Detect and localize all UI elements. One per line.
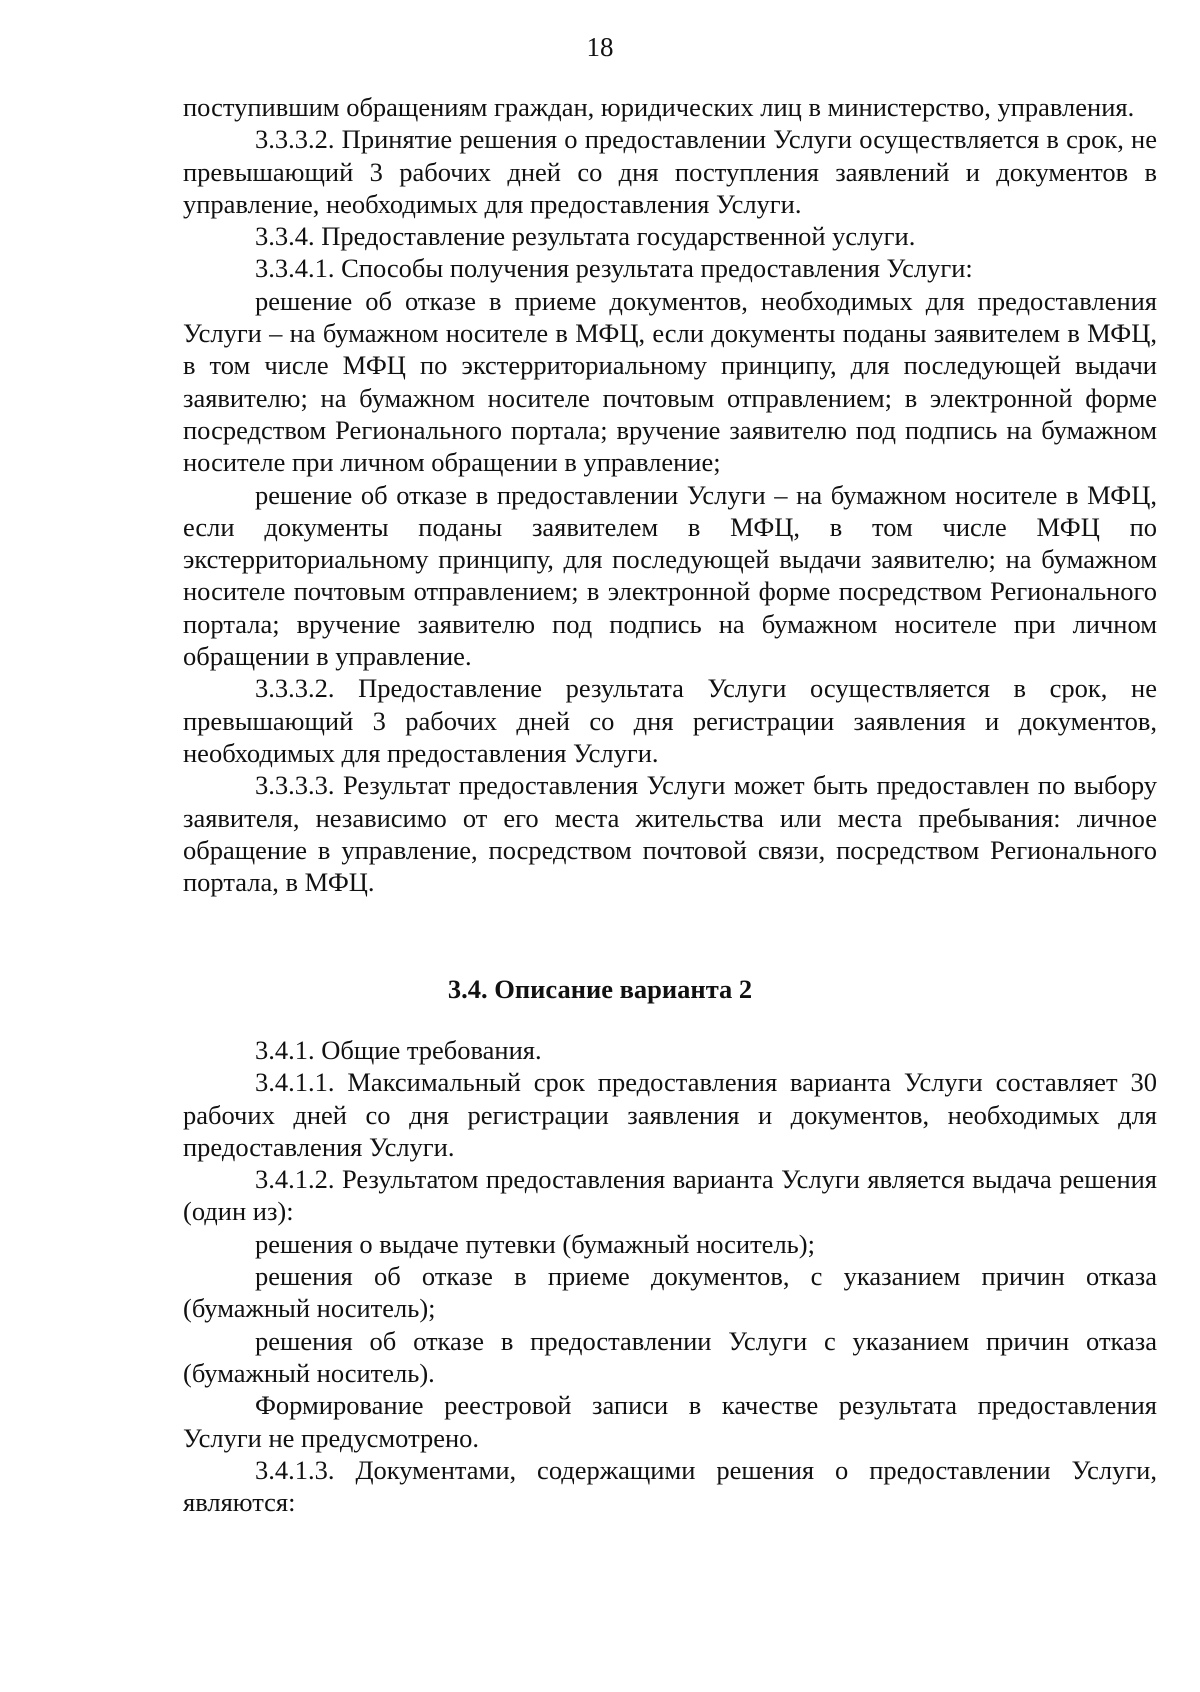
paragraph: решение об отказе в приеме документов, необходимых для предоставления Услуги – на бумажном носителе в МФЦ, если документы поданы заявителем в МФЦ, в том числе МФЦ по экстерриториальному принципу, для последующей выдачи заявителю; на бумажном носителе почтовым отправлением; в электронной форме посредством Регионального портала; вручение заявителю под подпись на бумажном носителе при личном обращении в управление; [183,285,1157,478]
paragraph: 3.3.3.3. Результат предоставления Услуги может быть предоставлен по выбору заявителя, независимо от его места жительства или места пребывания: личное обращение в управление, посредством почтовой связи, посредством Регионального портала, в МФЦ. [183,770,1157,898]
paragraph: решения об отказе в предоставлении Услуги с указанием причин отказа (бумажный носитель). [183,1325,1157,1388]
paragraph: поступившим обращениям граждан, юридических лиц в министерство, управления. [183,92,1135,122]
body-text-bottom [183,1034,1157,1518]
paragraph: решения об отказе в приеме документов, с указанием причин отказа (бумажный носитель); [183,1261,1157,1324]
body-text-top [183,91,1157,898]
paragraph: 3.4.1.3. Документами, содержащими решения о предоставлении Услуги, являются: [183,1454,1157,1518]
paragraph: 3.4.1.2. Результатом предоставления варианта Услуги является выдача решения (один из): [183,1164,1157,1227]
paragraph: 3.3.4. Предоставление результата государственной услуги. [255,221,916,252]
paragraph: решения о выдаче путевки (бумажный носитель); [255,1228,815,1259]
section-heading: 3.4. Описание варианта 2 [447,974,753,1004]
paragraph: 3.3.3.2. Принятие решения о предоставлении Услуги осуществляется в срок, не превышающий 3 рабочих дней со дня поступления заявлений и документов в управление, необходимых для предоставления Услуги. [183,124,1157,219]
paragraph: 3.4.1. Общие требования. [255,1035,542,1065]
page-number: 18 [586,32,614,62]
paragraph: 3.4.1.1. Максимальный срок предоставления варианта Услуги составляет 30 рабочих дней со дня регистрации заявления и документов, необходимых для предоставления Услуги. [183,1067,1157,1162]
paragraph: Формирование реестровой записи в качестве результата предоставления Услуги не предусмотрено. [183,1390,1157,1453]
paragraph: 3.3.4.1. Способы получения результата предоставления Услуги: [255,253,973,284]
paragraph: решение об отказе в предоставлении Услуги – на бумажном носителе в МФЦ, если документы поданы заявителем в МФЦ, в том числе МФЦ по экстерриториальному принципу, для последующей выдачи заявителю; на бумажном носителе почтовым отправлением; в электронной форме посредством Регионального портала; вручение заявителю под подпись на бумажном носителе при личном обращении в управление. [183,479,1157,672]
paragraph: 3.3.3.2. Предоставление результата Услуги осуществляется в срок, не превышающий 3 рабочих дней со дня регистрации заявления и документов, необходимых для предоставления Услуги. [183,673,1157,768]
